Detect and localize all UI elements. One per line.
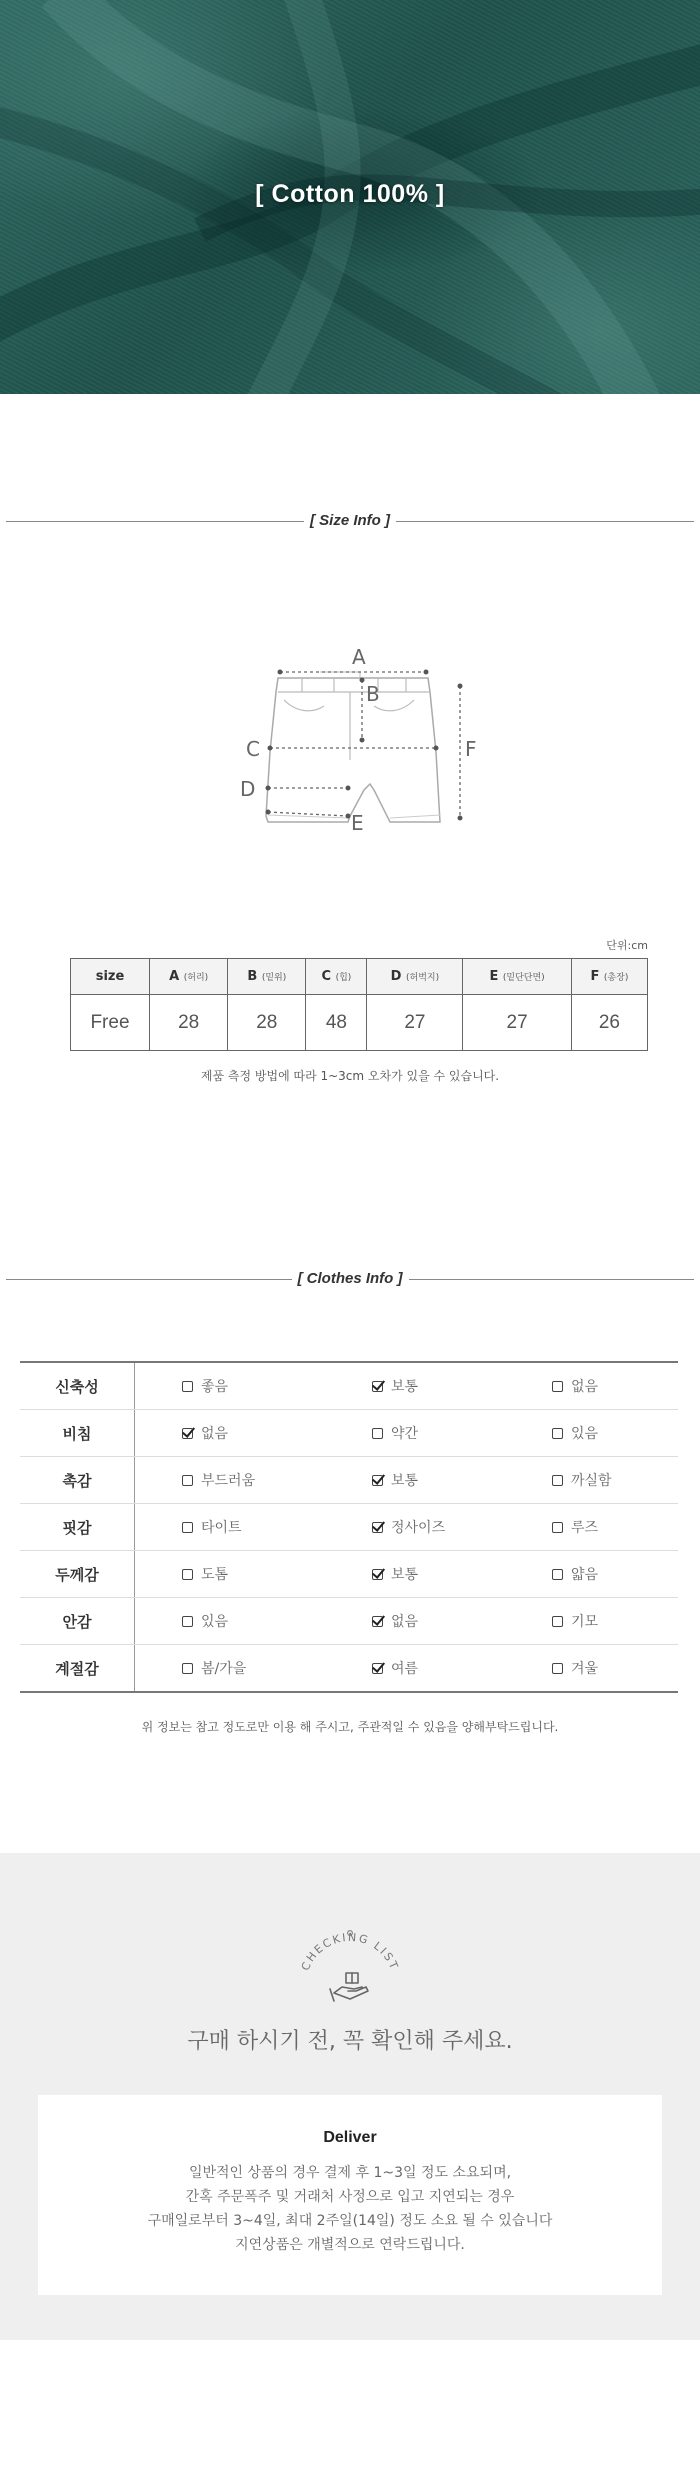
cell-e: 27 <box>463 995 572 1051</box>
cell-size: Free <box>71 995 150 1051</box>
option-label: 없음 <box>571 1379 599 1395</box>
deliver-line: 지연상품은 개별적으로 연락드립니다. <box>235 2237 465 2253</box>
checked-checkbox-icon <box>372 1381 383 1392</box>
attribute-option <box>182 1658 246 1678</box>
size-info-title: [ Size Info ] <box>304 512 396 529</box>
diagram-label-a: A <box>352 645 366 669</box>
option-label: 보통 <box>391 1473 419 1489</box>
deliver-line: 일반적인 상품의 경우 결제 후 1~3일 정도 소요되며, <box>188 2165 512 2181</box>
table-row <box>20 1598 678 1645</box>
clothes-info-heading <box>0 1265 700 1295</box>
option-label: 정사이즈 <box>391 1520 446 1536</box>
option-label: 부드러움 <box>201 1473 256 1489</box>
deliver-text <box>38 2161 662 2257</box>
cell-b: 28 <box>228 995 306 1051</box>
hand-box-icon <box>330 1973 368 2001</box>
checking-list-section <box>0 1853 700 2340</box>
option-label: 겨울 <box>571 1661 599 1677</box>
attribute-option <box>182 1564 228 1584</box>
attribute-option <box>372 1564 418 1584</box>
attribute-option <box>372 1517 445 1537</box>
attribute-option <box>182 1517 242 1537</box>
table-row <box>20 1504 678 1551</box>
option-label: 타이트 <box>201 1520 242 1536</box>
checking-list-text: CHECKING LIST <box>298 1930 402 1973</box>
deliver-card <box>38 2095 662 2295</box>
svg-text:CHECKING LIST <box>299 1931 401 1973</box>
attribute-option <box>372 1611 418 1631</box>
option-label: 좋음 <box>201 1379 229 1395</box>
unchecked-checkbox-icon <box>182 1616 193 1627</box>
option-label: 보통 <box>391 1567 419 1583</box>
attribute-option <box>372 1423 418 1443</box>
unchecked-checkbox-icon <box>552 1522 563 1533</box>
deliver-title: Deliver <box>323 2129 377 2146</box>
size-table <box>70 958 648 1051</box>
attribute-option <box>552 1423 598 1443</box>
unchecked-checkbox-icon <box>552 1475 563 1486</box>
unit-label: 단위:cm <box>606 939 648 952</box>
option-label: 약간 <box>391 1426 419 1442</box>
attribute-option <box>552 1517 598 1537</box>
unchecked-checkbox-icon <box>182 1475 193 1486</box>
deliver-line: 간혹 주문폭주 및 거래처 사정으로 입고 지연되는 경우 <box>185 2189 515 2205</box>
unchecked-checkbox-icon <box>552 1381 563 1392</box>
attribute-option <box>372 1470 418 1490</box>
option-label: 없음 <box>391 1614 419 1630</box>
attribute-label: 안감 <box>20 1598 135 1644</box>
unchecked-checkbox-icon <box>182 1663 193 1674</box>
col-e: E (밑단단면) <box>463 959 572 995</box>
option-label: 얇음 <box>571 1567 599 1583</box>
attribute-option <box>372 1658 418 1678</box>
option-label: 있음 <box>571 1426 599 1442</box>
deliver-line: 구매일로부터 3~4일, 최대 2주일(14일) 정도 소요 될 수 있습니다 <box>147 2213 553 2229</box>
col-c: C (힙) <box>306 959 367 995</box>
attribute-option <box>182 1423 228 1443</box>
option-label: 까실함 <box>571 1473 612 1489</box>
checked-checkbox-icon <box>372 1663 383 1674</box>
table-row <box>20 1645 678 1691</box>
checked-checkbox-icon <box>372 1616 383 1627</box>
col-f: F (총장) <box>571 959 647 995</box>
table-row <box>20 1363 678 1410</box>
attribute-option <box>182 1470 255 1490</box>
clothes-info-table <box>20 1361 678 1693</box>
checked-checkbox-icon <box>372 1475 383 1486</box>
cell-f: 26 <box>571 995 647 1051</box>
checked-checkbox-icon <box>182 1428 193 1439</box>
option-label: 여름 <box>391 1661 419 1677</box>
size-table-header <box>71 959 648 995</box>
attribute-label: 비침 <box>20 1410 135 1456</box>
clothes-note: 위 정보는 참고 정도로만 이용 해 주시고, 주관적일 수 있음을 양해부탁드립니다. <box>141 1720 559 1734</box>
cell-c: 48 <box>306 995 367 1051</box>
table-row <box>20 1410 678 1457</box>
size-note: 제품 측정 방법에 따라 1~3cm 오차가 있을 수 있습니다. <box>200 1069 500 1083</box>
attribute-option <box>552 1564 598 1584</box>
unchecked-checkbox-icon <box>182 1381 193 1392</box>
size-info-heading <box>0 507 700 537</box>
unchecked-checkbox-icon <box>372 1428 383 1439</box>
checked-checkbox-icon <box>372 1522 383 1533</box>
option-label: 있음 <box>201 1614 229 1630</box>
attribute-label: 두께감 <box>20 1551 135 1597</box>
option-label: 루즈 <box>571 1520 599 1536</box>
unchecked-checkbox-icon <box>182 1522 193 1533</box>
attribute-option <box>182 1376 228 1396</box>
col-size: size <box>71 959 150 995</box>
cell-d: 27 <box>367 995 463 1051</box>
attribute-label: 계절감 <box>20 1645 135 1691</box>
option-label: 도톰 <box>201 1567 229 1583</box>
shorts-measurement-diagram <box>240 640 480 840</box>
attribute-option <box>552 1611 598 1631</box>
table-row <box>20 1457 678 1504</box>
diagram-label-f: F <box>465 737 477 761</box>
unchecked-checkbox-icon <box>182 1569 193 1580</box>
table-row <box>71 995 648 1051</box>
diagram-label-c: C <box>246 737 260 761</box>
option-label: 없음 <box>201 1426 229 1442</box>
col-a: A (허리) <box>150 959 228 995</box>
attribute-option <box>552 1376 598 1396</box>
checking-list-badge <box>290 1913 410 2013</box>
col-b: B (밑위) <box>228 959 306 995</box>
diagram-label-d: D <box>240 777 256 801</box>
fabric-title: [ Cotton 100% ] <box>255 180 445 208</box>
checked-checkbox-icon <box>372 1569 383 1580</box>
unchecked-checkbox-icon <box>552 1428 563 1439</box>
col-d: D (허벅지) <box>367 959 463 995</box>
option-label: 보통 <box>391 1379 419 1395</box>
unchecked-checkbox-icon <box>552 1569 563 1580</box>
fabric-hero-image <box>0 0 700 394</box>
attribute-option <box>372 1376 418 1396</box>
unchecked-checkbox-icon <box>552 1663 563 1674</box>
table-row <box>20 1551 678 1598</box>
attribute-option <box>182 1611 228 1631</box>
option-label: 봄/가을 <box>201 1661 247 1677</box>
attribute-label: 핏감 <box>20 1504 135 1550</box>
attribute-label: 신축성 <box>20 1363 135 1409</box>
attribute-option <box>552 1658 598 1678</box>
attribute-label: 촉감 <box>20 1457 135 1503</box>
diagram-label-b: B <box>366 682 380 706</box>
attribute-option <box>552 1470 612 1490</box>
clothes-info-title: [ Clothes Info ] <box>292 1270 409 1287</box>
unchecked-checkbox-icon <box>552 1616 563 1627</box>
checking-question: 구매 하시기 전, 꼭 확인해 주세요. <box>187 2029 513 2054</box>
diagram-label-e: E <box>351 811 364 835</box>
option-label: 기모 <box>571 1614 599 1630</box>
cell-a: 28 <box>150 995 228 1051</box>
